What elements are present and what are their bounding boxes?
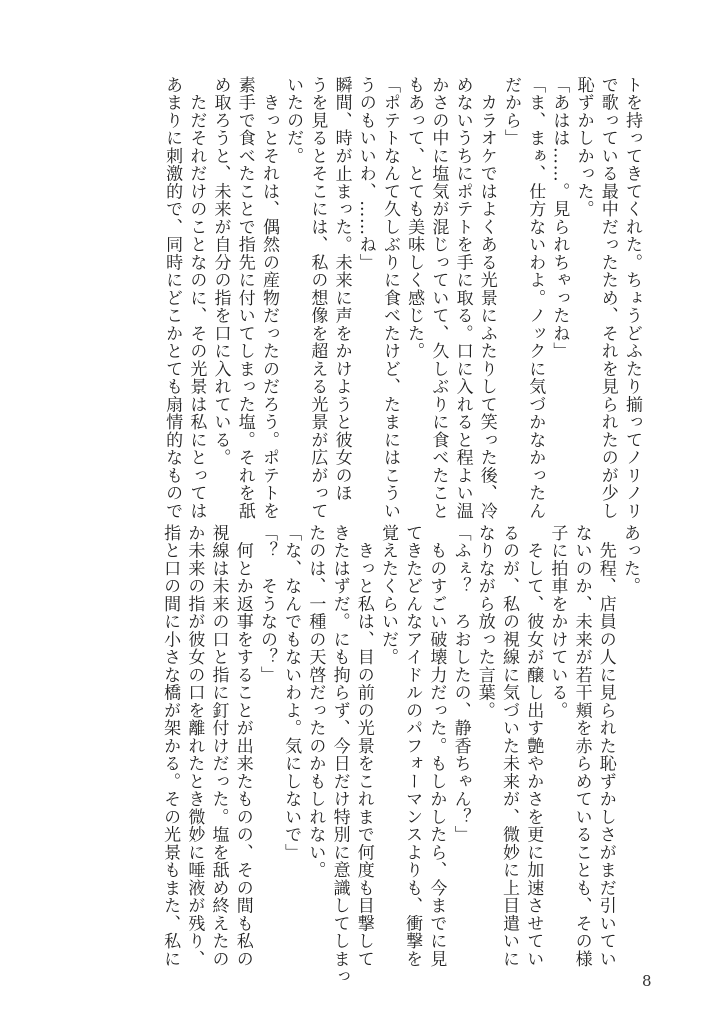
text-line: ただそれだけのことなのに、その光景は私にとっては xyxy=(186,76,207,520)
page-number: 8 xyxy=(642,972,652,990)
text-line: てきたどんなアイドルのパフォーマンスよりも、衝撃を xyxy=(402,524,423,968)
text-line: 何とか返事をすることが出来たものの、その間も私の xyxy=(232,524,253,968)
text-line: 瞬間、時が止まった。未来に声をかけようと彼女のほ xyxy=(331,76,352,502)
text-line: で歌っている最中だったため、それを見られたのが少し xyxy=(597,76,618,520)
text-line: 素手で食べたことで指先に付いてしまった塩。それを舐 xyxy=(234,76,255,520)
text-line: あった。 xyxy=(620,524,640,595)
text-line: 「あはは……。見られちゃったね」 xyxy=(549,76,570,360)
text-line: たのは、一種の天啓だったのかもしれない。 xyxy=(305,524,326,879)
text-line: そして、彼女が醸し出す艶やかさを更に加速させてい xyxy=(523,524,544,968)
text-line: 子に拍車をかけている。 xyxy=(547,524,568,720)
text-line: きっと私は、目の前の光景をこれまで何度も目撃して xyxy=(353,524,374,968)
text-line: 覚えたくらいだ。 xyxy=(377,524,398,666)
text-line: だから」 xyxy=(500,76,521,147)
text-line: ものすごい破壊力だった。もしかしたら、今までに見 xyxy=(426,524,447,968)
text-line: 「ふぇ？ ろおしたの、静香ちゃん？」 xyxy=(450,524,471,844)
text-line: 先程、店員の人に見られた恥ずかしさがまだ引いてい xyxy=(595,524,616,968)
text-line: 「ポテトなんて久しぶりに食べたけど、たまにはこうい xyxy=(379,76,400,520)
text-line: あまりに刺激的で、同時にどこかとても扇情的なもので xyxy=(162,76,183,520)
text-line: るのが、私の視線に気づいた未来が、微妙に上目遣いに xyxy=(498,524,519,968)
text-line: 恥ずかしかった。 xyxy=(573,76,594,218)
text-line: ないのか、未来が若干頬を赤らめていることも、その様 xyxy=(571,524,592,968)
text-line: 指と口の間に小さな橋が架かる。その光景もまた、私に xyxy=(160,524,181,968)
bottom-text-block xyxy=(158,524,642,986)
text-line: め取ろうと、未来が自分の指を口に入れている。 xyxy=(210,76,231,467)
text-line: 視線は未来の口と指に釘付けだった。塩を舐め終えたの xyxy=(208,524,229,968)
text-line: めないうちにポテトを手に取る。口に入れると程よい温 xyxy=(452,76,473,520)
text-line: なりながら放った言葉。 xyxy=(474,524,495,720)
text-line: 「な、なんでもないわよ。気にしないで」 xyxy=(281,524,302,862)
text-line: うを見るとそこには、私の想像を超える光景が広がって xyxy=(307,76,328,520)
text-line: いたのだ。 xyxy=(283,76,304,165)
text-line: 「？ そうなの？」 xyxy=(256,524,277,684)
text-line: きっとそれは、偶然の産物だったのだろう。ポテトを xyxy=(258,76,279,520)
text-line: か未来の指が彼女の口を離れたとき微妙に唾液が残り、 xyxy=(184,524,205,968)
text-line: かさの中に塩気が混じっていて、久しぶりに食べたこと xyxy=(428,76,449,520)
text-line: もあって、とても美味しく感じた。 xyxy=(404,76,425,360)
text-line: きたはずだ。にも拘らず、今日だけ特別に意識してしまっ xyxy=(329,524,350,986)
text-line: カラオケではよくある光景にふたりして笑った後、冷 xyxy=(476,76,497,520)
text-line: トを持ってきてくれた。ちょうどふたり揃ってノリノリ xyxy=(622,76,642,520)
top-text-block xyxy=(160,76,644,520)
text-line: うのもいいわ、……ね」 xyxy=(355,76,376,272)
text-line: 「ま、まぁ、仕方ないわよ。ノックに気づかなかったん xyxy=(525,76,546,520)
